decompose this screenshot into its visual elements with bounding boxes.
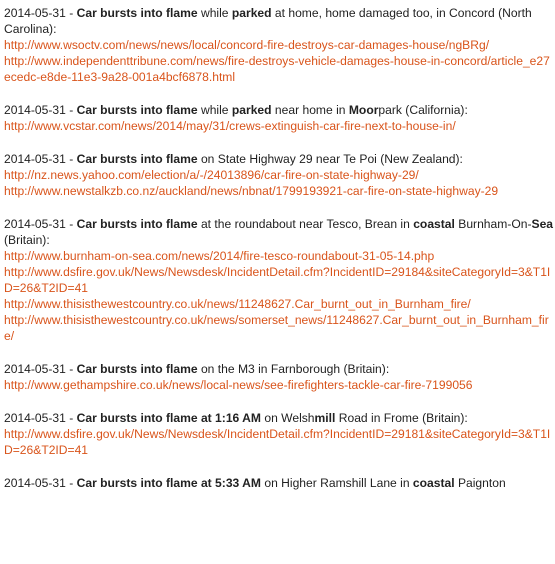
entry-headline xyxy=(4,5,555,37)
headline-segment: (Britain): xyxy=(4,233,50,247)
headline-segment: 2014-05-31 - xyxy=(4,103,77,117)
headline-segment: Burnham-On- xyxy=(454,217,532,231)
news-entry xyxy=(4,361,555,393)
source-link[interactable]: http://www.independenttribune.com/news/fire-destroys-vehicle-damages-house-in-concord/article_e27ecedc-e8de-11e3-9a28-001a4bcf6878.html xyxy=(4,54,550,84)
source-link[interactable]: http://www.burnham-on-sea.com/news/2014/fire-tesco-roundabout-31-05-14.php xyxy=(4,249,435,263)
headline-bold-segment: coastal xyxy=(413,217,455,231)
entry-headline xyxy=(4,410,555,426)
headline-bold-segment: Car bursts into flame xyxy=(76,217,198,231)
headline-segment: on Higher Ramshill Lane in xyxy=(260,476,413,490)
headline-segment: park (California): xyxy=(378,103,468,117)
headline-bold-segment: Car bursts into flame at 5:33 AM xyxy=(76,476,261,490)
headline-bold-segment: mill xyxy=(314,411,336,425)
headline-segment: while xyxy=(197,103,232,117)
source-link[interactable]: http://www.gethampshire.co.uk/news/local-news/see-firefighters-tackle-car-fire-7199056 xyxy=(4,378,473,392)
source-link[interactable]: http://www.dsfire.gov.uk/News/Newsdesk/IncidentDetail.cfm?IncidentID=29184&siteCategoryId=3&T1ID=26&T2ID=41 xyxy=(4,265,551,295)
headline-segment: Paignton xyxy=(454,476,506,490)
headline-segment: 2014-05-31 - xyxy=(4,217,77,231)
news-entry xyxy=(4,5,555,85)
document-body xyxy=(4,5,555,508)
headline-bold-segment: Car bursts into flame xyxy=(76,6,198,20)
headline-bold-segment: Moor xyxy=(348,103,379,117)
source-link[interactable]: http://nz.news.yahoo.com/election/a/-/24013896/car-fire-on-state-highway-29/ xyxy=(4,168,419,182)
source-link[interactable]: http://www.thisisthewestcountry.co.uk/news/11248627.Car_burnt_out_in_Burnham_fire/ xyxy=(4,297,471,311)
entry-headline xyxy=(4,102,555,118)
headline-segment: at the roundabout near Tesco, Brean in xyxy=(197,217,414,231)
headline-segment: on State Highway 29 near Te Poi (New Zealand): xyxy=(197,152,463,166)
headline-segment: at home, home damaged too, in Concord (North Carolina): xyxy=(4,6,532,36)
headline-segment: on the M3 in Farnborough (Britain): xyxy=(197,362,390,376)
headline-segment: Road in Frome (Britain): xyxy=(335,411,468,425)
source-link[interactable]: http://www.dsfire.gov.uk/News/Newsdesk/IncidentDetail.cfm?IncidentID=29181&siteCategoryId=3&T1ID=26&T2ID=41 xyxy=(4,427,551,457)
headline-bold-segment: Car bursts into flame at 1:16 AM xyxy=(76,411,261,425)
headline-segment: 2014-05-31 - xyxy=(4,476,77,490)
headline-segment: near home in xyxy=(271,103,349,117)
source-link[interactable]: http://www.vcstar.com/news/2014/may/31/crews-extinguish-car-fire-next-to-house-in/ xyxy=(4,119,456,133)
headline-bold-segment: Sea xyxy=(531,217,554,231)
news-entry xyxy=(4,102,555,134)
headline-bold-segment: Car bursts into flame xyxy=(76,152,198,166)
entry-headline xyxy=(4,475,555,491)
entry-headline xyxy=(4,151,555,167)
source-link[interactable]: http://www.newstalkzb.co.nz/auckland/news/nbnat/1799193921-car-fire-on-state-highway-29 xyxy=(4,184,499,198)
entry-headline xyxy=(4,216,555,248)
news-entry xyxy=(4,151,555,199)
headline-bold-segment: Car bursts into flame xyxy=(76,103,198,117)
headline-segment: 2014-05-31 - xyxy=(4,411,77,425)
news-entry xyxy=(4,475,555,491)
entry-headline xyxy=(4,361,555,377)
source-link[interactable]: http://www.thisisthewestcountry.co.uk/news/somerset_news/11248627.Car_burnt_out_in_Burnham_fire/ xyxy=(4,313,549,343)
source-link[interactable]: http://www.wsoctv.com/news/news/local/concord-fire-destroys-car-damages-house/ngBRg/ xyxy=(4,38,490,52)
headline-segment: 2014-05-31 - xyxy=(4,6,77,20)
headline-segment: 2014-05-31 - xyxy=(4,362,77,376)
news-entry xyxy=(4,216,555,344)
headline-bold-segment: Car bursts into flame xyxy=(76,362,198,376)
headline-segment: while xyxy=(197,6,232,20)
headline-bold-segment: parked xyxy=(231,103,272,117)
news-entry xyxy=(4,410,555,458)
headline-bold-segment: parked xyxy=(231,6,272,20)
headline-bold-segment: coastal xyxy=(412,476,455,490)
headline-segment: 2014-05-31 - xyxy=(4,152,77,166)
headline-segment: on Welsh xyxy=(260,411,315,425)
